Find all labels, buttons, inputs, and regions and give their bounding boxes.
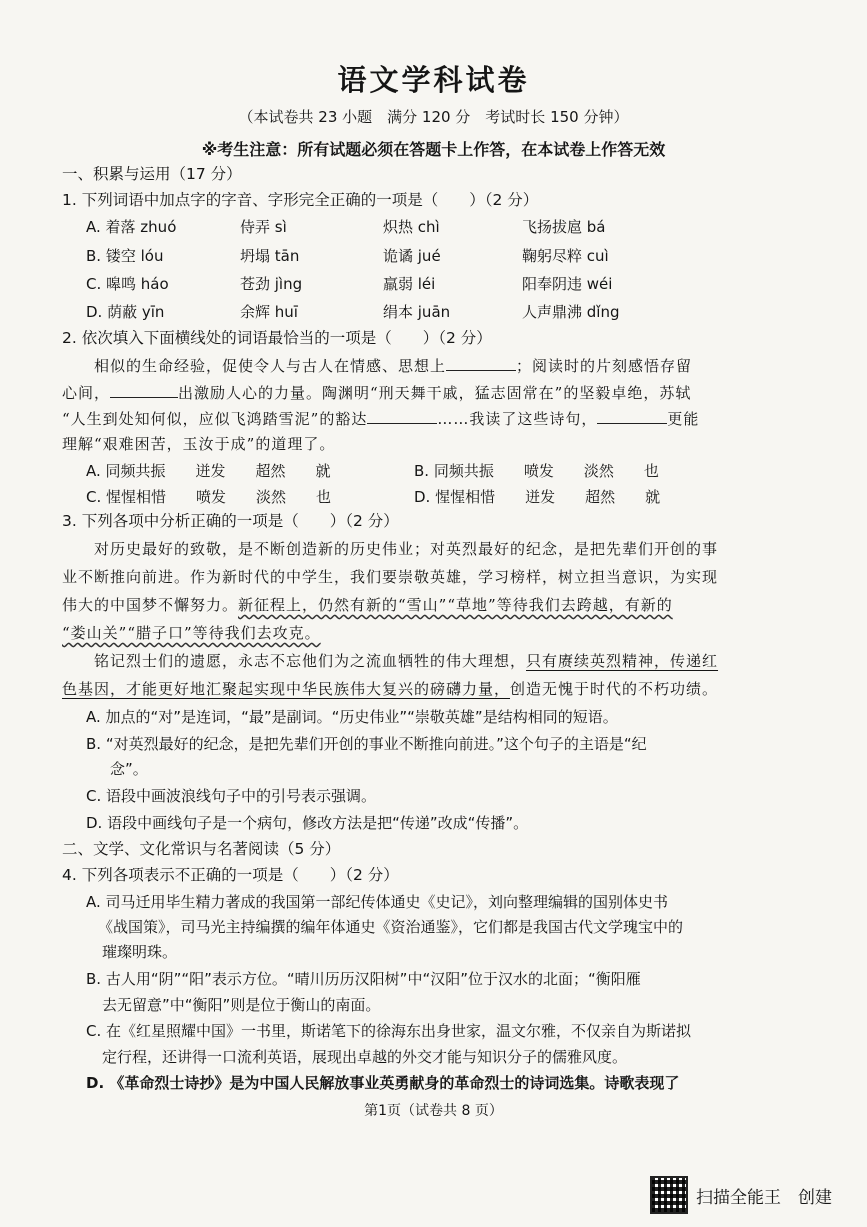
exam-notice: ※考生注意：所有试题必须在答题卡上作答，在本试卷上作答无效: [201, 140, 666, 159]
q2-stem: 2. 依次填入下面横线处的词语最恰当的一项是（ ）（2 分）: [62, 329, 492, 347]
q1-c-1: C. 嗥鸣 háo: [86, 275, 169, 293]
qr-code-icon: [650, 1176, 688, 1214]
q4-option-c-line2: 定行程，还讲得一口流利英语，展现出卓越的外交才能与知识分子的儒雅风度。: [102, 1048, 628, 1066]
q3-option-d: D. 语段中画线句子是一个病句，修改方法是把“传递”改成“传播”。: [86, 814, 529, 832]
q2-option-a: A. 同频共振 迸发 超然 就: [86, 462, 331, 480]
q3-wavy-sentence: 新征程上，仍然有新的“雪山”“草地”等待我们去跨越，有新的: [238, 596, 673, 614]
page-footer: 第1页（试卷共 8 页）: [364, 1103, 503, 1119]
q1-c-3: 羸弱 léi: [383, 275, 436, 293]
q1-a-2: 侍弄 sì: [240, 218, 287, 236]
q1-b-1: B. 镂空 lóu: [86, 247, 164, 265]
q1-d-3: 绢本 juān: [383, 303, 451, 321]
q1-a-4: 飞扬拔扈 bá: [522, 218, 606, 236]
q2-line1: 相似的生命经验，促使令人与古人在情感、思想上 ；阅读时的片刻感悟存留: [94, 357, 693, 375]
q3-option-b-line2: 念”。: [110, 760, 148, 778]
q3-p6: 色基因，才能更好地汇聚起实现中华民族伟大复兴的磅礴力量，创造无愧于时代的不朽功绩。: [62, 680, 719, 698]
q4-option-a-line2: 《战国策》，司马光主持编撰的编年体通史《资治通鉴》，它们都是我国古代文学瑰宝中的: [98, 918, 684, 936]
q1-d-4: 人声鼎沸 dǐng: [522, 303, 620, 321]
q2-blank-4: [597, 409, 667, 424]
q2-line2: 心间， 出激励人心的力量。陶渊明“刑天舞干戚，猛志固常在”的坚毅卓绝，苏轼: [62, 384, 692, 402]
q3-option-b-line1: B. “对英烈最好的纪念，是把先辈们开创的事业不断推向前进。”这个句子的主语是“纪: [86, 735, 647, 753]
q2-option-d: D. 惺惺相惜 迸发 超然 就: [414, 488, 661, 506]
q2-blank-3: [367, 409, 437, 424]
exam-subtitle: （本试卷共 23 小题 满分 120 分 考试时长 150 分钟）: [238, 108, 629, 126]
q3-p4: “娄山关”“腊子口”等待我们去攻克。: [62, 624, 321, 642]
q4-option-c-line1: C. 在《红星照耀中国》一书里，斯诺笔下的徐海东出身世家，温文尔雅，不仅亲自为斯诺拟: [86, 1022, 692, 1040]
q3-p2: 业不断推向前进。作为新时代的中学生，我们要崇敬英雄，学习榜样，树立担当意识，为实现: [62, 568, 719, 586]
q1-d-1: D. 荫蔽 yīn: [86, 303, 165, 321]
q3-stem: 3. 下列各项中分析正确的一项是（ ）（2 分）: [62, 512, 399, 530]
q1-c-2: 苍劲 jìng: [240, 275, 303, 293]
q1-c-4: 阳奉阴违 wéi: [522, 275, 613, 293]
q1-a-3: 炽热 chì: [383, 218, 440, 236]
q2-option-b: B. 同频共振 喷发 淡然 也: [414, 462, 659, 480]
q3-underlined-sentence: 只有赓续英烈精神，传递红: [526, 652, 719, 670]
q1-a-1: A. 着落 zhuó: [86, 218, 177, 236]
q3-p1: 对历史最好的致敬，是不断创造新的历史伟业；对英烈最好的纪念，是把先辈们开创的事: [94, 540, 719, 558]
q1-b-4: 鞠躬尽粹 cuì: [522, 247, 609, 265]
q4-option-b-line1: B. 古人用“阴”“阳”表示方位。“晴川历历汉阳树”中“汉阳”位于汉水的北面；“衡阳雁: [86, 970, 641, 988]
scanner-watermark: [650, 1176, 832, 1214]
q2-option-c: C. 惺惺相惜 喷发 淡然 也: [86, 488, 332, 506]
section2-heading: 二、文学、文化常识与名著阅读（5 分）: [62, 840, 341, 858]
q4-option-a-line1: A. 司马迁用毕生精力著成的我国第一部纪传体通史《史记》，刘向整理编辑的国别体史书: [86, 893, 669, 911]
q3-option-c: C. 语段中画波浪线句子中的引号表示强调。: [86, 787, 377, 805]
q2-blank-1: [446, 356, 516, 371]
q4-option-b-line2: 去无留意”中“衡阳”则是位于衡山的南面。: [102, 996, 381, 1014]
exam-title: 语文学科试卷: [337, 63, 530, 97]
q4-option-d-line1: D. 《革命烈士诗抄》是为中国人民解放事业英勇献身的革命烈士的诗词选集。诗歌表现了: [86, 1074, 680, 1092]
q3-p3: 伟大的中国梦不懈努力。新征程上，仍然有新的“雪山”“草地”等待我们去跨越，有新的: [62, 596, 673, 614]
q1-b-3: 诡谲 jué: [383, 247, 441, 265]
scanner-label: 扫描全能王 创建: [696, 1187, 832, 1208]
q4-stem: 4. 下列各项表示不正确的一项是（ ）（2 分）: [62, 866, 399, 884]
q1-d-2: 余辉 huī: [240, 303, 298, 321]
q2-line4: 理解“艰难困苦，玉汝于成”的道理了。: [62, 435, 336, 453]
q3-p5: 铭记烈士们的遗愿，永志不忘他们为之流血牺牲的伟大理想，只有赓续英烈精神，传递红: [94, 652, 719, 670]
section1-heading: 一、积累与运用（17 分）: [62, 165, 242, 183]
q1-b-2: 坍塌 tān: [240, 247, 300, 265]
q1-stem: 1. 下列词语中加点字的字音、字形完全正确的一项是（ ）（2 分）: [62, 191, 539, 209]
q3-option-a: A. 加点的“对”是连词，“最”是副词。“历史伟业”“崇敬英雄”是结构相同的短语。: [86, 708, 618, 726]
q2-blank-2: [110, 383, 178, 398]
q2-line3: “人生到处知何似，应似飞鸿踏雪泥”的豁达 ……我读了这些诗句， 更能: [62, 410, 700, 428]
q4-option-a-line3: 璀璨明珠。: [102, 943, 178, 961]
